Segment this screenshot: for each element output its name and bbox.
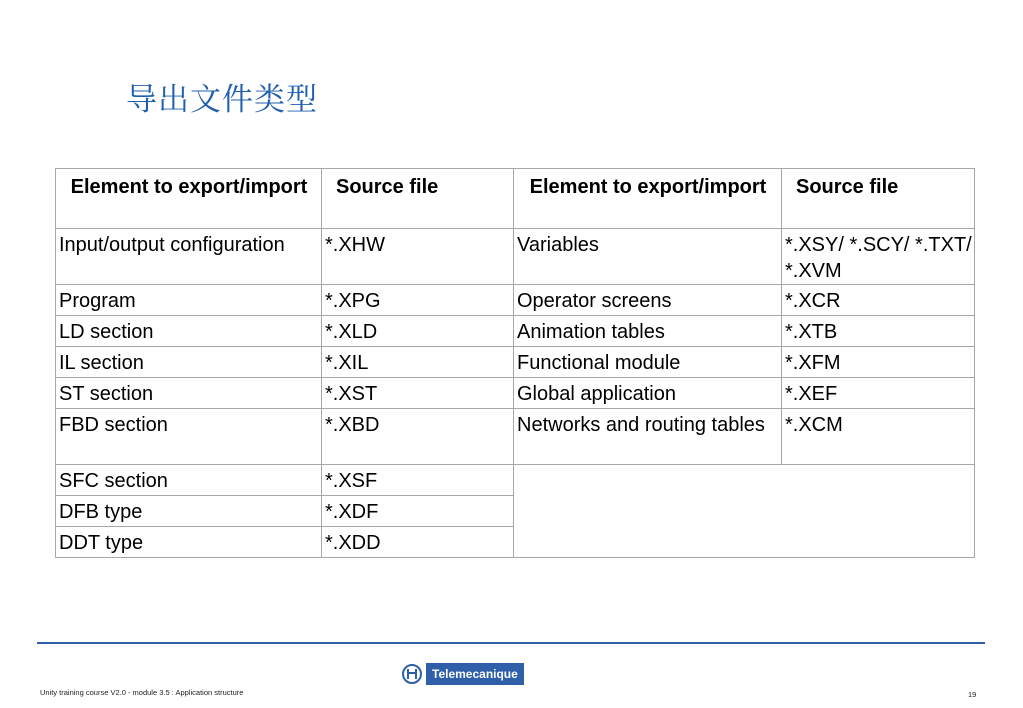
left-file-cell: *.XST — [322, 378, 514, 409]
slide-title: 导出文件类型 — [126, 82, 318, 118]
right-element-cell: Variables — [514, 229, 782, 285]
footer-divider — [37, 642, 985, 644]
table-header-row — [56, 169, 975, 229]
left-element-cell: ST section — [56, 378, 322, 409]
logo-wordmark: Telemecanique — [426, 663, 524, 685]
telemecanique-emblem-icon — [402, 664, 422, 684]
header-element-right: Element to export/import — [514, 169, 782, 229]
table-row — [56, 465, 975, 496]
left-file-cell: *.XBD — [322, 409, 514, 465]
header-source-left: Source file — [322, 169, 514, 229]
left-file-cell: *.XLD — [322, 316, 514, 347]
table-row — [56, 316, 975, 347]
left-file-cell: *.XHW — [322, 229, 514, 285]
left-element-cell: Program — [56, 285, 322, 316]
left-element-cell: IL section — [56, 347, 322, 378]
footer-course-text: Unity training course V2.0 - module 3.5 : Application structure — [40, 688, 244, 697]
telemecanique-logo — [402, 663, 524, 685]
page-number: 19 — [968, 690, 977, 699]
table-row — [56, 229, 975, 285]
left-file-cell: *.XSF — [322, 465, 514, 496]
left-element-cell: Input/output configuration — [56, 229, 322, 285]
left-element-cell: SFC section — [56, 465, 322, 496]
right-element-cell: Animation tables — [514, 316, 782, 347]
header-source-right: Source file — [782, 169, 975, 229]
export-file-types-table — [55, 168, 975, 558]
header-element-left: Element to export/import — [56, 169, 322, 229]
table-row — [56, 378, 975, 409]
left-file-cell: *.XDF — [322, 496, 514, 527]
right-element-cell: Networks and routing tables — [514, 409, 782, 465]
left-file-cell: *.XIL — [322, 347, 514, 378]
table-row — [56, 409, 975, 465]
right-file-cell: *.XSY/ *.SCY/ *.TXT/ *.XVM — [782, 229, 975, 285]
right-file-cell: *.XFM — [782, 347, 975, 378]
empty-cell — [514, 465, 975, 558]
right-element-cell: Global application — [514, 378, 782, 409]
right-file-cell: *.XTB — [782, 316, 975, 347]
right-file-cell: *.XEF — [782, 378, 975, 409]
left-element-cell: FBD section — [56, 409, 322, 465]
left-file-cell: *.XDD — [322, 527, 514, 558]
right-element-cell: Functional module — [514, 347, 782, 378]
table-row — [56, 285, 975, 316]
left-element-cell: LD section — [56, 316, 322, 347]
left-file-cell: *.XPG — [322, 285, 514, 316]
right-file-cell: *.XCM — [782, 409, 975, 465]
right-file-cell: *.XCR — [782, 285, 975, 316]
table-row — [56, 347, 975, 378]
left-element-cell: DFB type — [56, 496, 322, 527]
right-element-cell: Operator screens — [514, 285, 782, 316]
left-element-cell: DDT type — [56, 527, 322, 558]
